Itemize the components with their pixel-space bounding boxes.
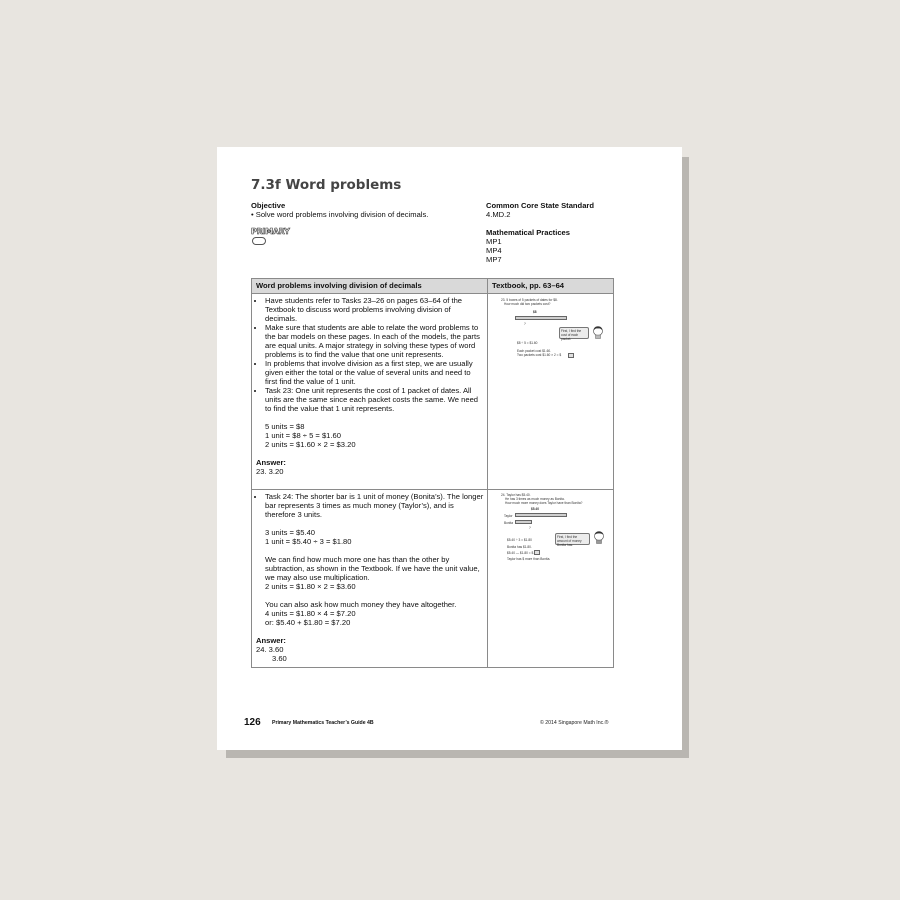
math-line: 4 units = $1.80 × 4 = $7.20: [265, 609, 356, 618]
thumb-bar-label: $5.40: [531, 507, 539, 511]
answer-value: 3.60: [272, 654, 287, 663]
paragraph: We can find how much more one has than the other by subtraction, as shown in the Textbook. If we have the unit value, we may also use multiplication.: [265, 555, 480, 582]
mp-item: MP1: [486, 237, 502, 246]
thumb-text: Taylor: [504, 514, 513, 518]
thumb-text: 24. Taylor has $5.40.: [501, 493, 531, 497]
paragraph: You can also ask how much money they have altogether.: [265, 600, 457, 609]
answer-label: Answer:: [256, 636, 286, 645]
list-item: • Task 24: The shorter bar is 1 unit of money (Bonita’s). The longer bar represents 3 times as much money (Taylor’s), and is therefore 3 units.: [265, 492, 484, 519]
math-line: 2 units = $1.80 × 2 = $3.60: [265, 582, 356, 591]
ccss-value: 4.MD.2: [486, 210, 511, 219]
thumb-text: 23. 5 boxes of 5 packets of dates for $8.: [501, 298, 558, 302]
thumb-bubble-text: First, I find the cost of each packet.: [561, 329, 582, 341]
thumb-answer-box: [568, 353, 574, 358]
math-line: 5 units = $8: [265, 422, 305, 431]
thumb-text: ?: [529, 526, 531, 530]
row2-notes: [256, 492, 484, 663]
textbook-thumbnail-2: [495, 493, 607, 593]
logo-pill-icon: [252, 237, 266, 245]
thumb-bar-model: [515, 513, 567, 517]
list-item: • Have students refer to Tasks 23–26 on pages 63–64 of the Textbook to discuss word problems involving division of decimals.: [265, 296, 484, 323]
thumb-bar-model: [515, 520, 532, 524]
list-item: • Task 23: One unit represents the cost of 1 packet of dates. All units are the same since each packet costs the same. We need to find the value that 1 unit represents.: [265, 386, 484, 413]
footer-copyright: © 2014 Singapore Math Inc.®: [540, 720, 609, 726]
list-item: • Make sure that students are able to relate the word problems to the bar models on these pages. In each of the models, the parts are equal units. A major strategy in solving these types of word problems is to find the value that one unit represents.: [265, 323, 484, 359]
primary-logo-text: PRIMARY: [251, 227, 290, 236]
girl-character-icon: [591, 325, 605, 339]
math-line: 2 units = $1.60 × 2 = $3.20: [265, 440, 356, 449]
mp-heading: Mathematical Practices: [486, 228, 570, 237]
mp-item: MP7: [486, 255, 502, 264]
math-line: or: $5.40 + $1.80 = $7.20: [265, 618, 351, 627]
objective-heading: Objective: [251, 201, 286, 210]
answer-value: 24. 3.60: [256, 645, 284, 654]
thumb-speech-bubble: [559, 327, 589, 339]
thumb-bar-model: [515, 316, 567, 320]
thumb-text: ?: [524, 322, 526, 326]
objective-item: • Solve word problems involving division of decimals.: [251, 210, 429, 219]
col2-header: Textbook, pp. 63–64: [492, 281, 565, 290]
row-divider: [252, 489, 613, 490]
page-title: 7.3f Word problems: [251, 177, 402, 193]
footer-book-title: Primary Mathematics Teacher’s Guide 4B: [272, 720, 374, 726]
thumb-text: He has 3 times as much money as Bonita.: [505, 497, 565, 501]
thumb-text: Bonita has $1.80.: [507, 545, 532, 549]
boy-character-icon: [592, 530, 606, 544]
standards-section: [486, 201, 594, 264]
list-item: • In problems that involve division as a first step, we are usually given either the total or the value of several units and need to first find the value of 1 unit.: [265, 359, 484, 386]
thumb-speech-bubble: [555, 533, 590, 545]
answer-value: 23. 3.20: [256, 467, 284, 476]
math-line: 1 unit = $5.40 ÷ 3 = $1.80: [265, 537, 352, 546]
page-number: 126: [244, 717, 261, 728]
thumb-text: How much more money does Taylor have than Bonita?: [505, 501, 583, 505]
table-header: [252, 279, 613, 294]
thumb-text: Two packets cost $1.60 × 2 = $: [517, 353, 562, 357]
column-divider: [487, 279, 488, 667]
ccss-heading: Common Core State Standard: [486, 201, 595, 210]
col1-header: Word problems involving division of decimals: [256, 281, 422, 290]
math-line: 1 unit = $8 ÷ 5 = $1.60: [265, 431, 341, 440]
thumb-answer-box: [534, 550, 540, 555]
thumb-text: Each packet cost $1.60.: [517, 349, 552, 353]
lesson-table: [251, 278, 614, 668]
thumb-text: $5.40 — $1.80 = $: [507, 551, 534, 555]
thumb-bar-label: $8: [533, 310, 537, 314]
math-line: 3 units = $5.40: [265, 528, 316, 537]
thumb-text: $8 ÷ 5 = $1.60: [517, 341, 538, 345]
thumb-text: $5.40 ÷ 3 = $1.80: [507, 538, 532, 542]
thumb-text: Bonita: [504, 521, 514, 525]
mp-item: MP4: [486, 246, 502, 255]
row1-notes: [256, 296, 484, 476]
textbook-thumbnail-1: [495, 298, 607, 378]
answer-label: Answer:: [256, 458, 286, 467]
document-page: [217, 147, 682, 750]
thumb-text: How much did two packets cost?: [504, 302, 551, 306]
thumb-text: Taylor has $ more than Bonita.: [507, 557, 551, 561]
objective-section: [251, 201, 428, 219]
thumb-bubble-text: First, I find the amount of money Bonita has.: [557, 535, 582, 547]
primary-logo: [251, 227, 303, 237]
